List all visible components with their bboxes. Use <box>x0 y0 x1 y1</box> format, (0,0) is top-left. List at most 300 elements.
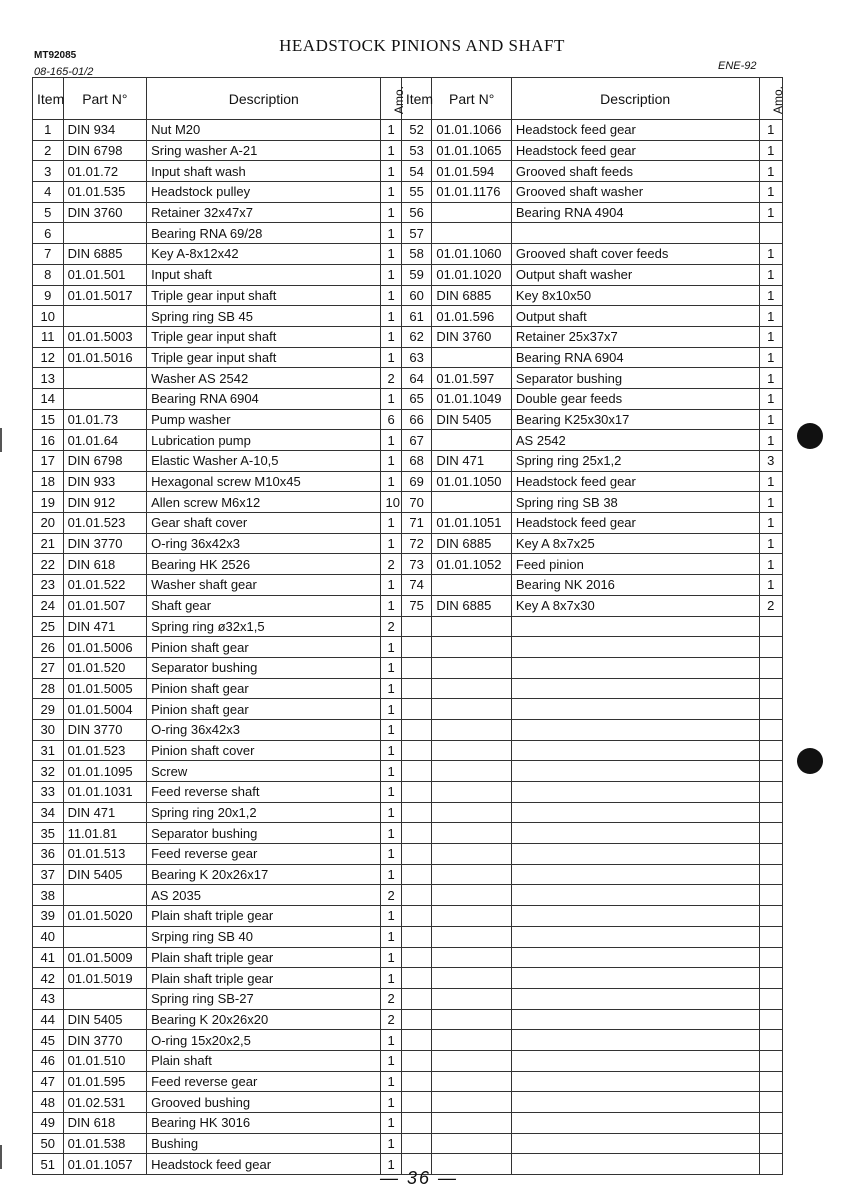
left-part-cell <box>63 885 147 906</box>
left-amo-cell: 1 <box>381 533 401 554</box>
table-row <box>33 533 783 554</box>
left-desc-cell: Bearing RNA 69/28 <box>147 223 381 244</box>
right-amo-cell <box>759 1009 783 1030</box>
table-row <box>33 244 783 265</box>
left-part-cell: 01.01.5005 <box>63 678 147 699</box>
table-row <box>33 575 783 596</box>
left-desc-cell: Spring ring 20x1,2 <box>147 802 381 823</box>
table-row <box>33 906 783 927</box>
table-row <box>33 657 783 678</box>
right-item-cell <box>401 1071 432 1092</box>
left-amo-cell: 1 <box>381 430 401 451</box>
right-part-cell <box>432 202 511 223</box>
right-desc-cell <box>511 926 759 947</box>
left-desc-cell: Feed reverse shaft <box>147 782 381 803</box>
left-amo-cell: 1 <box>381 844 401 865</box>
right-desc-cell: AS 2542 <box>511 430 759 451</box>
right-part-cell: 01.01.1065 <box>432 140 511 161</box>
table-row <box>33 740 783 761</box>
right-desc-cell <box>511 885 759 906</box>
table-row <box>33 823 783 844</box>
right-item-cell: 75 <box>401 595 432 616</box>
left-part-cell: 01.01.513 <box>63 844 147 865</box>
left-desc-cell: Screw <box>147 761 381 782</box>
right-item-cell: 66 <box>401 409 432 430</box>
left-item-cell: 2 <box>33 140 64 161</box>
right-part-cell: 01.01.596 <box>432 306 511 327</box>
left-amo-cell: 1 <box>381 1154 401 1175</box>
right-item-cell <box>401 988 432 1009</box>
table-row <box>33 864 783 885</box>
left-item-cell: 36 <box>33 844 64 865</box>
left-desc-cell: Gear shaft cover <box>147 513 381 534</box>
right-amo-cell: 1 <box>759 202 783 223</box>
left-amo-cell: 1 <box>381 202 401 223</box>
right-amo-cell <box>759 637 783 658</box>
left-item-cell: 19 <box>33 492 64 513</box>
left-item-cell: 34 <box>33 802 64 823</box>
right-part-cell <box>432 678 511 699</box>
left-part-cell: 01.01.523 <box>63 740 147 761</box>
left-item-cell: 28 <box>33 678 64 699</box>
right-part-cell <box>432 761 511 782</box>
right-amo-cell <box>759 223 783 244</box>
right-item-cell: 63 <box>401 347 432 368</box>
left-amo-cell: 2 <box>381 616 401 637</box>
right-part-cell <box>432 906 511 927</box>
table-row <box>33 802 783 823</box>
left-desc-cell: Input shaft wash <box>147 161 381 182</box>
right-desc-cell: Output shaft <box>511 306 759 327</box>
left-amo-cell: 1 <box>381 513 401 534</box>
right-item-cell <box>401 1009 432 1030</box>
left-desc-cell: Plain shaft <box>147 1050 381 1071</box>
left-item-cell: 43 <box>33 988 64 1009</box>
right-desc-cell: Bearing RNA 4904 <box>511 202 759 223</box>
right-amo-cell <box>759 1050 783 1071</box>
left-part-cell: 01.01.5003 <box>63 326 147 347</box>
right-amo-cell: 1 <box>759 182 783 203</box>
scan-edge-mark <box>0 1145 2 1169</box>
left-part-cell <box>63 223 147 244</box>
right-desc-cell: Bearing RNA 6904 <box>511 347 759 368</box>
right-part-cell: 01.01.1049 <box>432 388 511 409</box>
right-desc-cell: Key A 8x7x30 <box>511 595 759 616</box>
right-item-cell <box>401 616 432 637</box>
left-desc-cell: AS 2035 <box>147 885 381 906</box>
left-desc-cell: Spring ring SB 45 <box>147 306 381 327</box>
right-part-cell: DIN 6885 <box>432 285 511 306</box>
right-desc-cell <box>511 761 759 782</box>
right-part-cell <box>432 575 511 596</box>
left-part-cell: 01.01.1031 <box>63 782 147 803</box>
right-amo-cell <box>759 1030 783 1051</box>
right-part-cell <box>432 926 511 947</box>
left-desc-cell: Headstock feed gear <box>147 1154 381 1175</box>
left-amo-cell: 1 <box>381 285 401 306</box>
left-item-cell: 16 <box>33 430 64 451</box>
right-desc-cell: Headstock feed gear <box>511 140 759 161</box>
left-desc-cell: Feed reverse gear <box>147 844 381 865</box>
col-header-amount: Amo. <box>381 78 401 120</box>
left-desc-cell: Separator bushing <box>147 823 381 844</box>
right-part-cell <box>432 968 511 989</box>
left-item-cell: 17 <box>33 451 64 472</box>
binder-hole-bottom <box>797 748 823 774</box>
right-desc-cell: Headstock feed gear <box>511 120 759 141</box>
left-item-cell: 33 <box>33 782 64 803</box>
right-amo-cell: 2 <box>759 595 783 616</box>
left-desc-cell: Pinion shaft cover <box>147 740 381 761</box>
right-desc-cell <box>511 616 759 637</box>
right-desc-cell <box>511 1133 759 1154</box>
left-part-cell: DIN 934 <box>63 120 147 141</box>
left-desc-cell: O-ring 36x42x3 <box>147 533 381 554</box>
right-part-cell <box>432 430 511 451</box>
right-part-cell <box>432 719 511 740</box>
table-row <box>33 388 783 409</box>
left-desc-cell: Bushing <box>147 1133 381 1154</box>
right-item-cell: 52 <box>401 120 432 141</box>
left-desc-cell: Pinion shaft gear <box>147 637 381 658</box>
right-part-cell <box>432 782 511 803</box>
right-item-cell <box>401 968 432 989</box>
table-row <box>33 1092 783 1113</box>
right-desc-cell: Grooved shaft washer <box>511 182 759 203</box>
right-amo-cell <box>759 968 783 989</box>
right-part-cell <box>432 1113 511 1134</box>
right-amo-cell <box>759 864 783 885</box>
right-part-cell <box>432 347 511 368</box>
right-item-cell: 67 <box>401 430 432 451</box>
left-part-cell: DIN 618 <box>63 554 147 575</box>
table-row <box>33 306 783 327</box>
table-row <box>33 326 783 347</box>
table-row <box>33 947 783 968</box>
left-desc-cell: Plain shaft triple gear <box>147 968 381 989</box>
left-item-cell: 18 <box>33 471 64 492</box>
left-part-cell: 01.01.538 <box>63 1133 147 1154</box>
left-desc-cell: O-ring 15x20x2,5 <box>147 1030 381 1051</box>
left-amo-cell: 1 <box>381 388 401 409</box>
left-item-cell: 29 <box>33 699 64 720</box>
table-row <box>33 782 783 803</box>
right-item-cell <box>401 1133 432 1154</box>
left-part-cell: 01.01.507 <box>63 595 147 616</box>
left-desc-cell: Feed reverse gear <box>147 1071 381 1092</box>
right-desc-cell <box>511 1154 759 1175</box>
left-amo-cell: 1 <box>381 719 401 740</box>
left-amo-cell: 1 <box>381 140 401 161</box>
right-desc-cell <box>511 782 759 803</box>
right-desc-cell <box>511 657 759 678</box>
left-amo-cell: 1 <box>381 740 401 761</box>
col-header-part-no: Part N° <box>63 78 147 120</box>
table-row <box>33 368 783 389</box>
left-desc-cell: Washer shaft gear <box>147 575 381 596</box>
left-desc-cell: Pump washer <box>147 409 381 430</box>
left-amo-cell: 1 <box>381 451 401 472</box>
right-part-cell: 01.01.1052 <box>432 554 511 575</box>
right-desc-cell <box>511 719 759 740</box>
left-amo-cell: 1 <box>381 761 401 782</box>
left-item-cell: 46 <box>33 1050 64 1071</box>
right-part-cell <box>432 1092 511 1113</box>
right-desc-cell <box>511 223 759 244</box>
left-amo-cell: 2 <box>381 1009 401 1030</box>
right-desc-cell: Grooved shaft feeds <box>511 161 759 182</box>
table-row <box>33 844 783 865</box>
left-item-cell: 25 <box>33 616 64 637</box>
right-part-cell: DIN 6885 <box>432 595 511 616</box>
left-item-cell: 47 <box>33 1071 64 1092</box>
left-part-cell: 01.01.5019 <box>63 968 147 989</box>
right-item-cell: 73 <box>401 554 432 575</box>
left-desc-cell: Plain shaft triple gear <box>147 906 381 927</box>
left-part-cell: DIN 6798 <box>63 451 147 472</box>
left-part-cell: DIN 3770 <box>63 719 147 740</box>
right-part-cell <box>432 637 511 658</box>
right-desc-cell: Output shaft washer <box>511 264 759 285</box>
right-item-cell <box>401 740 432 761</box>
right-part-cell <box>432 802 511 823</box>
table-row <box>33 120 783 141</box>
col-header-description-right: Description <box>511 78 759 120</box>
col-header-part-no-right: Part N° <box>432 78 511 120</box>
right-amo-cell <box>759 1092 783 1113</box>
left-item-cell: 6 <box>33 223 64 244</box>
left-desc-cell: Triple gear input shaft <box>147 347 381 368</box>
left-amo-cell: 1 <box>381 947 401 968</box>
binder-hole-top <box>797 423 823 449</box>
document-code: MT92085 <box>34 50 77 61</box>
right-part-cell <box>432 657 511 678</box>
left-part-cell: 01.01.510 <box>63 1050 147 1071</box>
right-amo-cell: 1 <box>759 575 783 596</box>
left-part-cell: 01.01.73 <box>63 409 147 430</box>
left-amo-cell: 1 <box>381 161 401 182</box>
right-item-cell: 69 <box>401 471 432 492</box>
right-amo-cell <box>759 761 783 782</box>
left-amo-cell: 1 <box>381 1050 401 1071</box>
left-amo-cell: 1 <box>381 347 401 368</box>
left-desc-cell: Nut M20 <box>147 120 381 141</box>
right-item-cell <box>401 699 432 720</box>
left-item-cell: 32 <box>33 761 64 782</box>
table-row <box>33 1133 783 1154</box>
left-item-cell: 24 <box>33 595 64 616</box>
left-part-cell: DIN 3760 <box>63 202 147 223</box>
right-item-cell: 71 <box>401 513 432 534</box>
right-desc-cell: Separator bushing <box>511 368 759 389</box>
right-item-cell <box>401 719 432 740</box>
right-amo-cell <box>759 657 783 678</box>
left-part-cell: DIN 3770 <box>63 1030 147 1051</box>
table-row <box>33 223 783 244</box>
left-amo-cell: 1 <box>381 223 401 244</box>
right-item-cell: 62 <box>401 326 432 347</box>
right-item-cell <box>401 885 432 906</box>
right-item-cell <box>401 823 432 844</box>
left-desc-cell: Separator bushing <box>147 657 381 678</box>
left-item-cell: 26 <box>33 637 64 658</box>
left-amo-cell: 1 <box>381 906 401 927</box>
left-amo-cell: 1 <box>381 264 401 285</box>
left-amo-cell: 2 <box>381 368 401 389</box>
right-desc-cell <box>511 740 759 761</box>
left-part-cell: 01.01.64 <box>63 430 147 451</box>
left-desc-cell: Headstock pulley <box>147 182 381 203</box>
left-amo-cell: 1 <box>381 802 401 823</box>
right-item-cell: 72 <box>401 533 432 554</box>
left-amo-cell: 1 <box>381 637 401 658</box>
right-desc-cell <box>511 988 759 1009</box>
right-part-cell <box>432 1050 511 1071</box>
right-part-cell <box>432 988 511 1009</box>
left-part-cell: 01.01.535 <box>63 182 147 203</box>
document-reference: 08-165-01/2 <box>34 66 94 78</box>
right-item-cell: 61 <box>401 306 432 327</box>
left-part-cell: 01.01.5017 <box>63 285 147 306</box>
left-item-cell: 10 <box>33 306 64 327</box>
left-amo-cell: 1 <box>381 120 401 141</box>
left-amo-cell: 1 <box>381 575 401 596</box>
left-item-cell: 4 <box>33 182 64 203</box>
right-amo-cell <box>759 740 783 761</box>
left-item-cell: 41 <box>33 947 64 968</box>
left-amo-cell: 1 <box>381 968 401 989</box>
left-desc-cell: Bearing K 20x26x20 <box>147 1009 381 1030</box>
left-part-cell: 01.01.5016 <box>63 347 147 368</box>
left-part-cell: DIN 912 <box>63 492 147 513</box>
left-amo-cell: 1 <box>381 1092 401 1113</box>
right-desc-cell <box>511 864 759 885</box>
edition-code: ENE-92 <box>718 60 757 72</box>
right-part-cell: 01.01.1060 <box>432 244 511 265</box>
right-amo-cell <box>759 926 783 947</box>
right-part-cell: DIN 6885 <box>432 533 511 554</box>
left-desc-cell: Spring ring ø32x1,5 <box>147 616 381 637</box>
right-part-cell <box>432 844 511 865</box>
left-part-cell: 01.01.5009 <box>63 947 147 968</box>
left-part-cell: 01.01.1057 <box>63 1154 147 1175</box>
left-part-cell: DIN 5405 <box>63 1009 147 1030</box>
right-item-cell <box>401 844 432 865</box>
table-row <box>33 761 783 782</box>
table-row <box>33 926 783 947</box>
left-item-cell: 42 <box>33 968 64 989</box>
left-amo-cell: 1 <box>381 1071 401 1092</box>
left-part-cell: DIN 471 <box>63 802 147 823</box>
right-amo-cell: 1 <box>759 244 783 265</box>
right-desc-cell: Feed pinion <box>511 554 759 575</box>
right-desc-cell: Double gear feeds <box>511 388 759 409</box>
right-item-cell: 56 <box>401 202 432 223</box>
right-desc-cell <box>511 844 759 865</box>
right-amo-cell <box>759 1133 783 1154</box>
left-amo-cell: 2 <box>381 554 401 575</box>
right-item-cell <box>401 657 432 678</box>
right-amo-cell: 1 <box>759 347 783 368</box>
right-item-cell <box>401 906 432 927</box>
left-part-cell: DIN 933 <box>63 471 147 492</box>
left-amo-cell: 1 <box>381 1030 401 1051</box>
left-desc-cell: Bearing HK 2526 <box>147 554 381 575</box>
right-amo-cell: 1 <box>759 326 783 347</box>
right-item-cell: 65 <box>401 388 432 409</box>
left-amo-cell: 1 <box>381 306 401 327</box>
left-part-cell: 01.01.520 <box>63 657 147 678</box>
right-amo-cell: 1 <box>759 264 783 285</box>
right-amo-cell <box>759 1071 783 1092</box>
right-item-cell: 74 <box>401 575 432 596</box>
left-desc-cell: Hexagonal screw M10x45 <box>147 471 381 492</box>
table-row <box>33 264 783 285</box>
left-item-cell: 50 <box>33 1133 64 1154</box>
left-amo-cell: 1 <box>381 1133 401 1154</box>
left-item-cell: 39 <box>33 906 64 927</box>
left-item-cell: 13 <box>33 368 64 389</box>
table-row <box>33 1071 783 1092</box>
left-part-cell: 01.01.1095 <box>63 761 147 782</box>
right-amo-cell: 1 <box>759 492 783 513</box>
table-row <box>33 140 783 161</box>
left-desc-cell: O-ring 36x42x3 <box>147 719 381 740</box>
left-desc-cell: Bearing RNA 6904 <box>147 388 381 409</box>
left-part-cell: 01.01.5006 <box>63 637 147 658</box>
left-item-cell: 30 <box>33 719 64 740</box>
left-amo-cell: 6 <box>381 409 401 430</box>
left-amo-cell: 1 <box>381 471 401 492</box>
left-item-cell: 44 <box>33 1009 64 1030</box>
table-row <box>33 161 783 182</box>
right-part-cell: 01.01.1050 <box>432 471 511 492</box>
left-amo-cell: 1 <box>381 244 401 265</box>
right-desc-cell: Bearing NK 2016 <box>511 575 759 596</box>
right-desc-cell: Headstock feed gear <box>511 471 759 492</box>
left-item-cell: 20 <box>33 513 64 534</box>
left-desc-cell: Bearing HK 3016 <box>147 1113 381 1134</box>
right-part-cell: 01.01.1176 <box>432 182 511 203</box>
left-desc-cell: Retainer 32x47x7 <box>147 202 381 223</box>
right-item-cell: 68 <box>401 451 432 472</box>
right-desc-cell: Key A 8x7x25 <box>511 533 759 554</box>
right-part-cell <box>432 699 511 720</box>
left-desc-cell: Key A-8x12x42 <box>147 244 381 265</box>
right-item-cell <box>401 782 432 803</box>
left-item-cell: 7 <box>33 244 64 265</box>
left-part-cell: 01.01.72 <box>63 161 147 182</box>
right-desc-cell: Headstock feed gear <box>511 513 759 534</box>
left-item-cell: 1 <box>33 120 64 141</box>
col-header-item: Item <box>33 78 64 120</box>
left-item-cell: 12 <box>33 347 64 368</box>
table-row <box>33 885 783 906</box>
left-part-cell <box>63 988 147 1009</box>
right-part-cell <box>432 492 511 513</box>
left-part-cell: DIN 6798 <box>63 140 147 161</box>
right-amo-cell <box>759 947 783 968</box>
right-part-cell: 01.01.594 <box>432 161 511 182</box>
table-row <box>33 719 783 740</box>
page-title: HEADSTOCK PINIONS AND SHAFT <box>279 36 565 55</box>
left-amo-cell: 1 <box>381 678 401 699</box>
right-part-cell: DIN 471 <box>432 451 511 472</box>
left-desc-cell: Allen screw M6x12 <box>147 492 381 513</box>
right-amo-cell: 1 <box>759 285 783 306</box>
left-item-cell: 37 <box>33 864 64 885</box>
left-amo-cell: 1 <box>381 1113 401 1134</box>
